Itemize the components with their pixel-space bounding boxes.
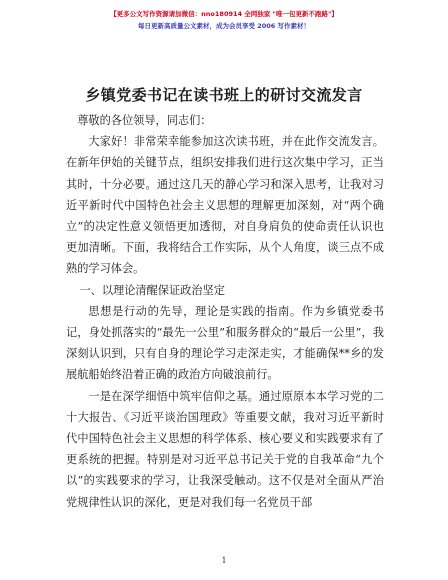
banner-line-1: 【更多公文写作资源请加微信：nno180914 全网独家 "唯一包更新不跑路"】 bbox=[110, 10, 338, 18]
banner-line-2: 每日更新高质量公文素材，成为会员享受 2006 写作素材！ bbox=[137, 22, 311, 30]
document-body bbox=[66, 110, 384, 513]
section-1-paragraph-2: 一是在深学细悟中筑牢信仰之基。通过原原本本学习党的二十大报告、《习近平谈治国理政》等重要文献，我对习近平新时代中国特色社会主义思想的科学体系、核心要义和实践要求有了更系统的把握。特别是对习近平总书记关于党的自我革命“九个以”的实践要求的学习，让我深受触动。这不仅是对全面从严治党规律性认识的深化，更是对我们每一名党员干部 bbox=[66, 389, 384, 509]
section-heading-1: 一、以理论清醒保证政治坚定 bbox=[79, 283, 225, 297]
promo-banner bbox=[0, 8, 448, 32]
document-title: 乡镇党委书记在读书班上的研讨交流发言 bbox=[85, 86, 363, 104]
salutation: 尊敬的各位领导，同志们： bbox=[77, 114, 212, 127]
page-number: 1 bbox=[221, 556, 227, 565]
intro-paragraph: 大家好！非常荣幸能参加这次读书班，并在此作交流发言。在新年伊始的关键节点，组织安排我们进行这次集中学习，正当其时，十分必要。通过这几天的静心学习和深入思考，让我对习近平新时代中国特色社会主义思想的理解更加深刻，对“两个确立”的决定性意义领悟更加透彻，对自身肩负的使命责任认识也更加清晰。下面，我将结合工作实际，从个人角度，谈三点不成熟的学习体会。 bbox=[66, 135, 384, 276]
section-1-paragraph-1: 思想是行动的先导，理论是实践的指南。作为乡镇党委书记，身处抓落实的“最先一公里”和服务群众的“最后一公里”，我深刻认识到，只有自身的理论学习走深走实，才能确保**乡的发展航船始终沿着正确的政治方向破浪前行。 bbox=[66, 304, 384, 382]
